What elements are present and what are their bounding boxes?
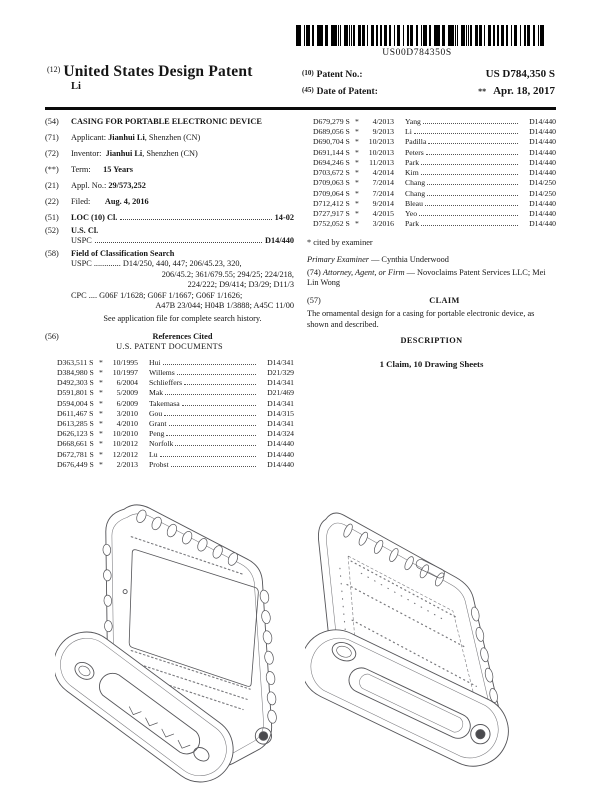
patent-type-title: United States Design Patent [63, 63, 253, 80]
reference-row [45, 419, 294, 429]
attorney-label: Attorney, Agent, or Firm [322, 267, 405, 277]
ref-inventor-name: Park [405, 157, 420, 167]
barcode [296, 25, 544, 46]
search-history-note: See application file for complete search history. [103, 313, 262, 323]
invention-title: CASING FOR PORTABLE ELECTRONIC DEVICE [71, 117, 262, 126]
ref-date: 4/2013 [372, 117, 394, 126]
applicant-name: Jianhui Li [108, 133, 145, 143]
primary-examiner-label: Primary Examiner [307, 255, 369, 265]
applicant-label: Applicant: [71, 133, 107, 143]
claim-text: The ornamental design for a casing for portable electronic device, as shown and described. [307, 309, 535, 329]
ref-classification: D14/440 [267, 459, 294, 469]
field-number: (22) [45, 197, 59, 207]
ref-classification: D14/440 [529, 209, 556, 219]
ref-inventor-name: Schlieffers [149, 378, 183, 388]
ref-classification: D14/440 [529, 147, 556, 157]
dot-leader [184, 384, 256, 385]
dot-leader [165, 394, 256, 395]
dot-leader [95, 242, 262, 243]
ref-inventor-name: Park [405, 219, 420, 229]
ref-classification: D14/440 [529, 219, 556, 229]
patent-no-label: Patent No.: [316, 70, 363, 80]
ref-date: 7/2014 [372, 188, 394, 198]
figure-rear-perspective [305, 497, 555, 782]
dot-leader [175, 445, 256, 446]
reference-row [45, 460, 294, 470]
term-value: 15 Years [103, 165, 134, 175]
primary-examiner-name: — Cynthia Underwood [371, 255, 449, 265]
field-number: (10) [302, 69, 314, 77]
ref-classification: D14/250 [529, 188, 556, 198]
search-uspc-line: 224/222; D9/414; D3/29; D11/3 [187, 280, 294, 290]
field-of-search-label: Field of Classification Search [71, 248, 175, 258]
field-number: (21) [45, 181, 59, 191]
ref-inventor-name: Gou [149, 408, 163, 418]
ref-examiner-star: * [99, 398, 103, 408]
ref-date: 9/2013 [372, 127, 394, 137]
ref-number: D727,917 S [313, 209, 350, 219]
reference-row [307, 178, 556, 188]
field-number: (45) [302, 85, 314, 94]
ref-inventor-name: Lu [149, 449, 158, 459]
dot-leader [166, 435, 256, 436]
us-patent-documents-heading: U.S. PATENT DOCUMENTS [116, 342, 223, 352]
term-stars: ** [478, 86, 487, 96]
ref-date: 4/2014 [372, 168, 394, 178]
ref-number: D672,781 S [57, 449, 94, 459]
ref-inventor-name: Takemasa [149, 398, 180, 408]
left-column [45, 117, 294, 470]
ref-date: 9/2014 [372, 198, 394, 208]
dot-leader [428, 143, 518, 144]
dot-leader [177, 374, 256, 375]
ref-examiner-star: * [99, 439, 103, 449]
header-right [302, 66, 555, 99]
reference-row [307, 148, 556, 158]
patent-number: US D784,350 S [485, 68, 555, 80]
reference-row [45, 439, 294, 449]
ref-classification: D14/440 [267, 449, 294, 459]
ref-date: 10/1997 [112, 367, 138, 377]
ref-inventor-name: Chang [405, 178, 426, 188]
ref-number: D676,449 S [57, 459, 94, 469]
field-number: (51) [45, 213, 59, 223]
claims-drawing-sheets-note: 1 Claim, 10 Drawing Sheets [379, 358, 484, 369]
reference-row [45, 378, 294, 388]
ref-date: 10/2013 [368, 147, 394, 157]
ref-examiner-star: * [355, 188, 359, 198]
reference-row [307, 219, 556, 229]
dot-leader [414, 133, 518, 134]
ref-date: 10/2013 [368, 137, 394, 147]
ref-date: 11/2013 [369, 157, 394, 167]
reference-row [45, 429, 294, 439]
ref-number: D709,064 S [313, 188, 350, 198]
ref-classification: D14/440 [529, 157, 556, 167]
inventor-location: , Shenzhen (CN) [142, 149, 198, 159]
ref-date: 7/2014 [372, 178, 394, 188]
ref-examiner-star: * [99, 367, 103, 377]
dot-leader [421, 225, 518, 226]
inventor-name: Jianhui Li [105, 149, 143, 159]
right-column [307, 117, 556, 470]
ref-classification: D14/440 [529, 168, 556, 178]
field-number: (74) [307, 267, 321, 277]
dot-leader [182, 405, 256, 406]
date-of-patent-label: Date of Patent: [316, 86, 378, 97]
appl-no-label: Appl. No.: [71, 181, 107, 191]
ref-number: D689,056 S [313, 127, 350, 137]
ref-inventor-name: Hui [149, 357, 161, 367]
ref-inventor-name: Bleau [405, 198, 423, 208]
ref-inventor-name: Li [405, 127, 412, 137]
ref-number: D712,412 S [313, 198, 350, 208]
ref-examiner-star: * [99, 408, 103, 418]
ref-date: 4/2010 [116, 418, 138, 428]
reference-row [45, 388, 294, 398]
reference-row [45, 368, 294, 378]
references-table-left [45, 358, 294, 471]
ref-classification: D21/329 [267, 367, 294, 377]
header-divider [45, 107, 556, 110]
description-heading: DESCRIPTION [400, 336, 463, 346]
search-cpc-line: A47B 23/044; H04B 1/3888; A45C 11/00 [155, 301, 294, 311]
kind-code: (12) [47, 65, 61, 74]
reference-row [307, 127, 556, 137]
ref-examiner-star: * [355, 168, 359, 178]
ref-inventor-name: Willems [149, 367, 175, 377]
uspc-value: D14/440 [264, 236, 294, 246]
filed-label: Filed: [71, 197, 91, 207]
ref-classification: D14/440 [529, 198, 556, 208]
dot-leader [425, 205, 518, 206]
ref-classification: D14/341 [267, 398, 294, 408]
appl-no-value: 29/573,252 [108, 181, 146, 191]
ref-inventor-name: Padilla [405, 137, 427, 147]
ref-number: D611,467 S [57, 408, 94, 418]
reference-row [45, 450, 294, 460]
ref-examiner-star: * [99, 388, 103, 398]
ref-inventor-name: Peng [149, 429, 165, 439]
ref-inventor-name: Peters [405, 147, 424, 157]
drawing-figures [55, 497, 555, 797]
barcode-text: US00D784350S [382, 48, 452, 58]
reference-row [45, 409, 294, 419]
reference-row [307, 189, 556, 199]
ref-date: 2/2013 [116, 459, 138, 469]
filed-value: Aug. 4, 2016 [104, 197, 149, 207]
field-number: (**) [45, 165, 59, 175]
ref-number: D363,511 S [57, 357, 94, 367]
ref-classification: D14/440 [529, 127, 556, 137]
claim-heading: CLAIM [429, 295, 460, 305]
dot-leader [426, 154, 518, 155]
ref-inventor-name: Kim [405, 168, 419, 178]
reference-row [307, 117, 556, 127]
attorney-value: — Novoclaims Patent Services LLC; Mei Lin Wong [307, 267, 546, 288]
references-cited-heading: References Cited [152, 331, 213, 341]
ref-number: D694,246 S [313, 157, 350, 167]
ref-classification: D14/440 [529, 117, 556, 126]
ref-inventor-name: Yang [405, 117, 421, 126]
body-columns [45, 117, 556, 470]
dot-leader [163, 364, 256, 365]
reference-row [45, 399, 294, 409]
loc-class-label: LOC (10) Cl. [71, 213, 118, 223]
ref-classification: D14/440 [529, 137, 556, 147]
ref-number: D709,063 S [313, 178, 350, 188]
ref-classification: D14/341 [267, 357, 294, 367]
dot-leader [423, 123, 518, 124]
ref-number: D492,303 S [57, 378, 94, 388]
ref-examiner-star: * [99, 449, 103, 459]
dot-leader [427, 184, 518, 185]
ref-classification: D14/324 [267, 429, 294, 439]
ref-date: 10/2012 [112, 439, 138, 449]
ref-inventor-name: Yeo [405, 209, 418, 219]
ref-examiner-star: * [99, 418, 103, 428]
ref-classification: D14/250 [529, 178, 556, 188]
ref-examiner-star: * [99, 429, 103, 439]
header-left [47, 63, 253, 93]
ref-classification: D21/469 [267, 388, 294, 398]
dot-leader [421, 174, 518, 175]
ref-date: 6/2009 [116, 398, 138, 408]
field-number: (57) [307, 295, 321, 305]
ref-classification: D14/341 [267, 378, 294, 388]
ref-date: 10/2010 [112, 429, 138, 439]
ref-classification: D14/315 [267, 408, 294, 418]
ref-examiner-star: * [355, 219, 359, 229]
ref-date: 10/1995 [112, 357, 138, 367]
reference-row [45, 358, 294, 368]
ref-date: 3/2010 [116, 408, 138, 418]
field-number: (56) [45, 331, 59, 341]
ref-examiner-star: * [355, 178, 359, 188]
ref-number: D384,980 S [57, 367, 94, 377]
us-cl-label: U.S. Cl. [71, 225, 99, 235]
applicant-location: , Shenzhen (CN) [144, 133, 201, 143]
patent-date: Apr. 18, 2017 [493, 84, 555, 97]
ref-examiner-star: * [99, 378, 103, 388]
ref-examiner-star: * [355, 147, 359, 157]
figure-front-perspective [55, 497, 300, 797]
field-number: (71) [45, 133, 59, 143]
ref-number: D594,004 S [57, 398, 94, 408]
ref-number: D626,123 S [57, 429, 94, 439]
ref-number: D613,285 S [57, 418, 94, 428]
ref-number: D690,704 S [313, 137, 350, 147]
ref-examiner-star: * [99, 459, 103, 469]
reference-row [307, 199, 556, 209]
ref-examiner-star: * [355, 157, 359, 167]
dot-leader [120, 219, 271, 220]
ref-classification: D14/440 [267, 439, 294, 449]
ref-inventor-name: Grant [149, 418, 167, 428]
ref-number: D752,052 S [313, 219, 350, 229]
field-number: (54) [45, 117, 59, 126]
dot-leader [164, 415, 256, 416]
uspc-label: USPC [71, 236, 92, 246]
dot-leader [169, 425, 256, 426]
reference-row [307, 158, 556, 168]
reference-row [307, 168, 556, 178]
ref-number: D591,801 S [57, 388, 94, 398]
reference-row [307, 137, 556, 147]
ref-number: D703,672 S [313, 168, 350, 178]
ref-examiner-star: * [355, 209, 359, 219]
field-number: (52) [45, 225, 59, 235]
dot-leader [160, 456, 256, 457]
ref-date: 6/2004 [116, 378, 138, 388]
ref-examiner-star: * [355, 117, 359, 126]
ref-examiner-star: * [355, 127, 359, 137]
ref-classification: D14/341 [267, 418, 294, 428]
ref-date: 12/2012 [112, 449, 138, 459]
ref-inventor-name: Mak [149, 388, 164, 398]
search-uspc-line: USPC ............. D14/250, 440, 447; 206/45.23, 320, [71, 259, 242, 269]
term-label: Term: [71, 165, 91, 175]
reference-row [307, 209, 556, 219]
dot-leader [421, 164, 518, 165]
search-uspc-line: 206/45.2; 361/679.55; 294/25; 224/218, [161, 269, 294, 279]
ref-inventor-name: Chang [405, 188, 426, 198]
ref-date: 3/2016 [372, 219, 394, 229]
ref-date: 4/2015 [372, 209, 394, 219]
inventor-label: Inventor: [71, 149, 102, 159]
dot-leader [419, 215, 518, 216]
search-cpc-line: CPC .... G06F 1/1628; G06F 1/1667; G06F 1/1626; [71, 290, 243, 300]
ref-inventor-name: Norfolk [149, 439, 174, 449]
field-number: (58) [45, 248, 59, 258]
loc-class-value: 14-02 [274, 213, 294, 223]
cited-by-examiner-note: * cited by examiner [307, 237, 373, 247]
ref-number: D691,144 S [313, 147, 350, 157]
ref-examiner-star: * [355, 137, 359, 147]
ref-inventor-name: Probst [149, 459, 169, 469]
ref-number: D679,279 S [313, 117, 350, 126]
ref-number: D668,661 S [57, 439, 94, 449]
ref-examiner-star: * [99, 357, 103, 367]
ref-date: 5/2009 [116, 388, 138, 398]
references-table-right [307, 117, 556, 230]
field-number: (72) [45, 149, 59, 159]
ref-examiner-star: * [355, 198, 359, 208]
inventor-surname: Li [71, 81, 81, 92]
dot-leader [427, 195, 518, 196]
dot-leader [171, 466, 256, 467]
